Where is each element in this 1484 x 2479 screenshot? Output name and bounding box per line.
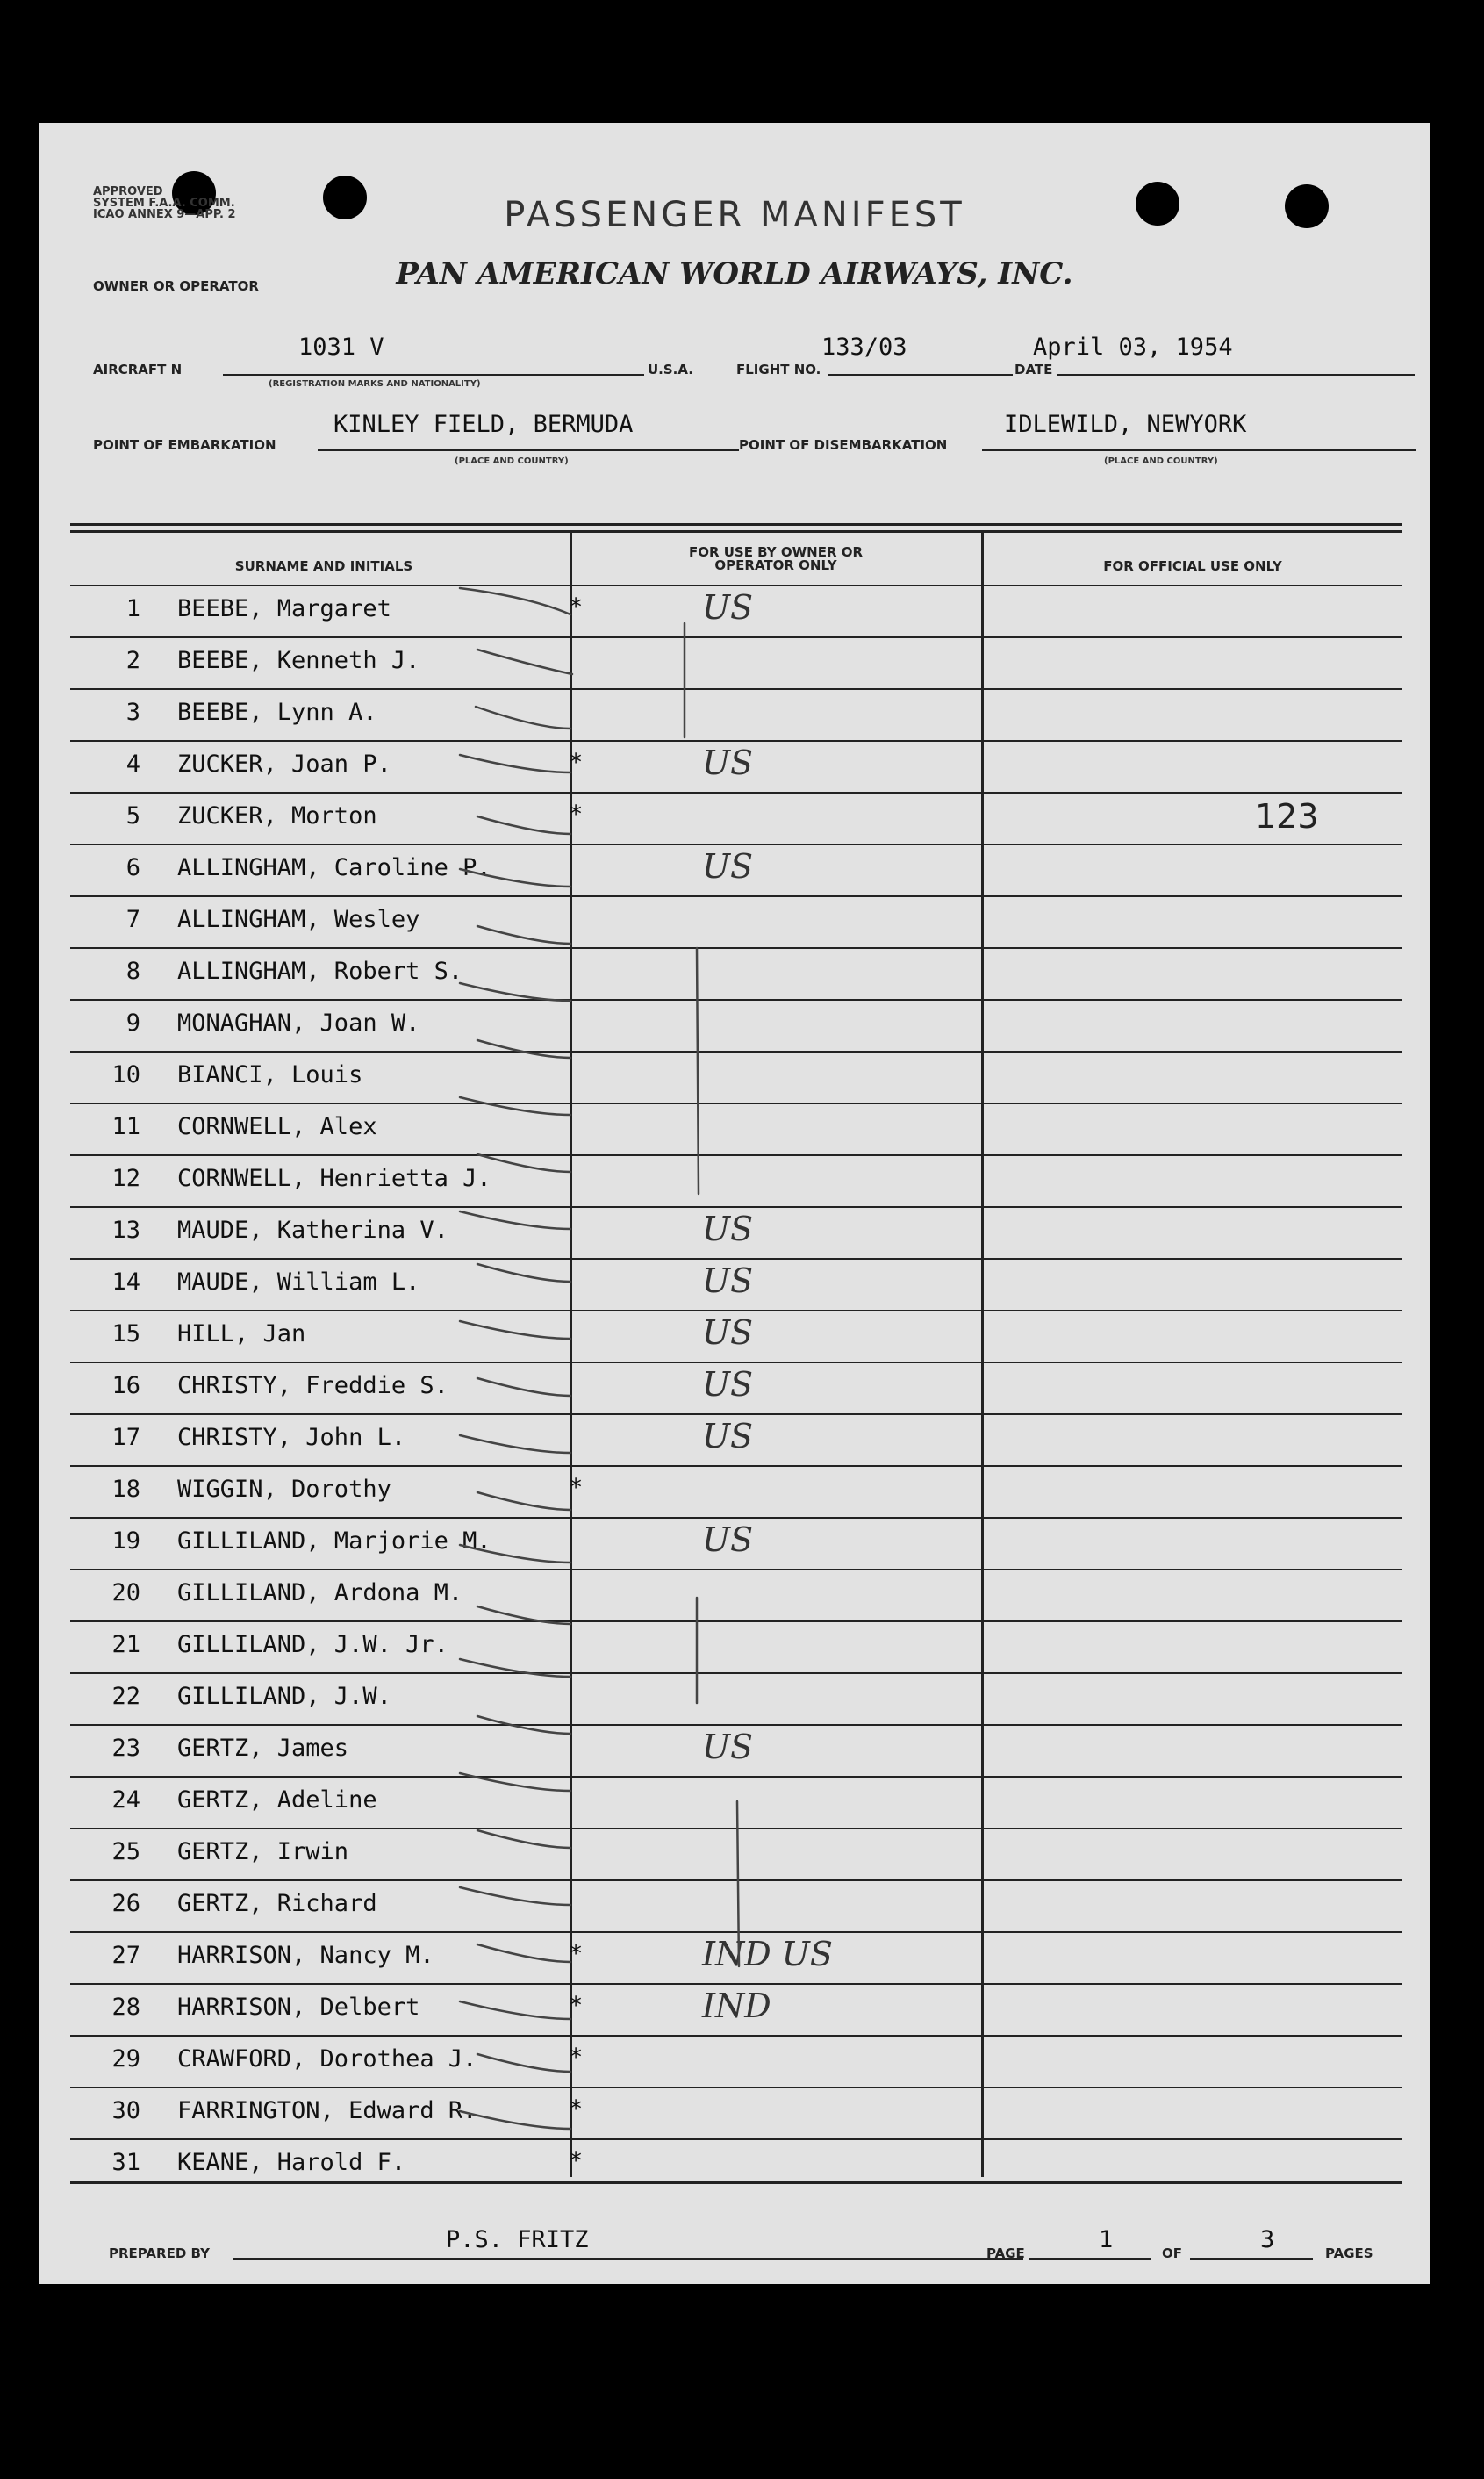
citizen-mark: * [569,2095,584,2123]
table-row [70,1053,1402,1104]
row-number: 11 [111,1113,140,1140]
table-row [70,1104,1402,1156]
row-number: 9 [125,1010,140,1037]
passenger-name: BIANCI, Louis [177,1061,363,1089]
row-number: 8 [125,958,140,985]
passenger-name: CORNWELL, Henrietta J. [177,1165,491,1192]
row-number: 20 [111,1579,140,1606]
passenger-name: GERTZ, Irwin [177,1838,349,1865]
citizen-mark: * [569,1992,584,2019]
passenger-name: BEEBE, Margaret [177,595,391,622]
owner-note: IND [702,1987,771,2025]
company-name: PAN AMERICAN WORLD AIRWAYS, INC. [396,256,1073,291]
page-label: PAGE [986,2245,1025,2261]
row-number: 7 [125,906,140,933]
row-number: 16 [111,1372,140,1399]
passenger-name: ALLINGHAM, Robert S. [177,958,463,985]
aircraft-value: 1031 V [298,334,384,361]
disembark-label: POINT OF DISEMBARKATION [739,437,948,453]
passenger-name: GILLILAND, Marjorie M. [177,1527,491,1555]
row-number: 17 [111,1424,140,1451]
total-underline [1190,2258,1313,2260]
table-row [70,1622,1402,1674]
table-row [70,2088,1402,2140]
row-number: 5 [125,802,140,830]
page-value: 1 [1099,2226,1114,2253]
owner-note: US [702,744,754,782]
table-row [70,1519,1402,1570]
passenger-name: CHRISTY, Freddie S. [177,1372,448,1399]
table-top-rule [70,530,1402,533]
owner-note: IND US [702,1935,833,1973]
passenger-name: ZUCKER, Morton [177,802,377,830]
owner-column-header: FOR USE BY OWNER OR OPERATOR ONLY [688,544,864,573]
table-row [70,638,1402,690]
passenger-name: GERTZ, James [177,1735,349,1762]
passenger-name: MAUDE, Katherina V. [177,1217,448,1244]
page-title: PASSENGER MANIFEST [504,195,965,235]
owner-note: US [702,1417,754,1455]
table-row [70,2037,1402,2088]
owner-note: US [702,847,754,886]
table-row [70,949,1402,1001]
of-label: OF [1162,2245,1182,2261]
table-row [70,1311,1402,1363]
citizen-mark: * [569,1474,584,1501]
table-row [70,1674,1402,1726]
passenger-name: HARRISON, Delbert [177,1994,420,2021]
row-number: 1 [125,595,140,622]
row-number: 14 [111,1268,140,1296]
row-number: 27 [111,1942,140,1969]
row-number: 15 [111,1320,140,1347]
passenger-name: GILLILAND, Ardona M. [177,1579,463,1606]
passenger-name: CHRISTY, John L. [177,1424,406,1451]
row-number: 12 [111,1165,140,1192]
row-number: 28 [111,1994,140,2021]
owner-note: US [702,1261,754,1300]
registration-caption: (REGISTRATION MARKS AND NATIONALITY) [269,379,481,389]
prepared-label: PREPARED BY [109,2245,210,2261]
prepared-underline [233,2258,1023,2260]
date-value: April 03, 1954 [1033,334,1233,361]
table-row [70,586,1402,638]
prepared-value: P.S. FRITZ [446,2226,589,2253]
embark-label: POINT OF EMBARKATION [93,437,276,453]
row-number: 2 [125,647,140,674]
passenger-name: GILLILAND, J.W. [177,1683,391,1710]
citizen-mark: * [569,593,584,621]
flight-underline [828,374,1013,376]
owner-note: US [702,1210,754,1248]
table-row [70,1881,1402,1933]
table-row [70,897,1402,949]
table-row [70,1933,1402,1985]
table-row [70,845,1402,897]
table-row [70,1467,1402,1519]
table-row [70,742,1402,794]
table-row [70,1208,1402,1260]
table-row [70,1156,1402,1208]
row-number: 23 [111,1735,140,1762]
row-number: 25 [111,1838,140,1865]
table-row [70,1778,1402,1829]
disembark-value: IDLEWILD, NEWYORK [1004,411,1247,438]
table-row [70,2140,1402,2192]
flight-value: 133/03 [821,334,907,361]
passenger-name: FARRINGTON, Edward R. [177,2097,477,2124]
passenger-name: ALLINGHAM, Caroline P. [177,854,491,881]
approval-line: SYSTEM F.A.A. COMM. [93,197,235,210]
passenger-name: CRAWFORD, Dorothea J. [177,2045,477,2073]
row-number: 26 [111,1890,140,1917]
table-bottom-rule [70,2181,1402,2184]
passenger-name: GERTZ, Richard [177,1890,377,1917]
owner-note: US [702,1520,754,1559]
usa-label: U.S.A. [648,362,693,377]
row-number: 21 [111,1631,140,1658]
embark-caption: (PLACE AND COUNTRY) [455,456,569,466]
table-row [70,1415,1402,1467]
citizen-mark: * [569,749,584,776]
passenger-name: KEANE, Harold F. [177,2149,406,2176]
passenger-name: ALLINGHAM, Wesley [177,906,420,933]
official-column-header: FOR OFFICIAL USE ONLY [1103,558,1282,574]
embark-underline [318,449,739,451]
pages-label: PAGES [1325,2245,1373,2261]
owner-label: OWNER OR OPERATOR [93,278,259,294]
passenger-name: GILLILAND, J.W. Jr. [177,1631,448,1658]
passenger-name: BEEBE, Kenneth J. [177,647,420,674]
citizen-mark: * [569,1940,584,1967]
row-number: 10 [111,1061,140,1089]
table-row [70,1260,1402,1311]
date-underline [1057,374,1415,376]
row-number: 6 [125,854,140,881]
approval-line: APPROVED [93,185,163,198]
approval-line: ICAO ANNEX 9—APP. 2 [93,208,236,221]
surname-column-header: SURNAME AND INITIALS [234,558,413,574]
table-row [70,794,1402,845]
passenger-name: HILL, Jan [177,1320,306,1347]
row-number: 30 [111,2097,140,2124]
date-label: DATE [1014,362,1053,377]
owner-note: US [702,1365,754,1404]
row-number: 29 [111,2045,140,2073]
passenger-name: GERTZ, Adeline [177,1786,377,1814]
passenger-name: BEEBE, Lynn A. [177,699,377,726]
table-row [70,1363,1402,1415]
citizen-mark: * [569,2147,584,2174]
row-number: 22 [111,1683,140,1710]
row-number: 31 [111,2149,140,2176]
table-row [70,1829,1402,1881]
disembark-caption: (PLACE AND COUNTRY) [1104,456,1218,466]
total-pages-value: 3 [1260,2226,1275,2253]
passenger-name: WIGGIN, Dorothy [177,1476,391,1503]
official-note: 123 [1255,797,1319,836]
owner-note: US [702,1313,754,1352]
passenger-name: MAUDE, William L. [177,1268,420,1296]
owner-note: US [702,588,754,627]
row-number: 24 [111,1786,140,1814]
row-number: 4 [125,751,140,778]
passenger-name: ZUCKER, Joan P. [177,751,391,778]
aircraft-label: AIRCRAFT N [93,362,183,377]
embark-value: KINLEY FIELD, BERMUDA [333,411,634,438]
flight-label: FLIGHT NO. [736,362,821,377]
row-number: 13 [111,1217,140,1244]
disembark-underline [982,449,1416,451]
table-row [70,1726,1402,1778]
passenger-name: MONAGHAN, Joan W. [177,1010,420,1037]
row-number: 3 [125,699,140,726]
owner-note: US [702,1728,754,1766]
table-row [70,1985,1402,2037]
citizen-mark: * [569,801,584,828]
manifest-sheet [39,123,1430,2284]
aircraft-underline [223,374,644,376]
passenger-name: HARRISON, Nancy M. [177,1942,434,1969]
table-row [70,1570,1402,1622]
table-row [70,690,1402,742]
row-number: 19 [111,1527,140,1555]
passenger-name: CORNWELL, Alex [177,1113,377,1140]
table-top-rule [70,523,1402,526]
citizen-mark: * [569,2044,584,2071]
row-number: 18 [111,1476,140,1503]
table-row [70,1001,1402,1053]
page-underline [1029,2258,1151,2260]
